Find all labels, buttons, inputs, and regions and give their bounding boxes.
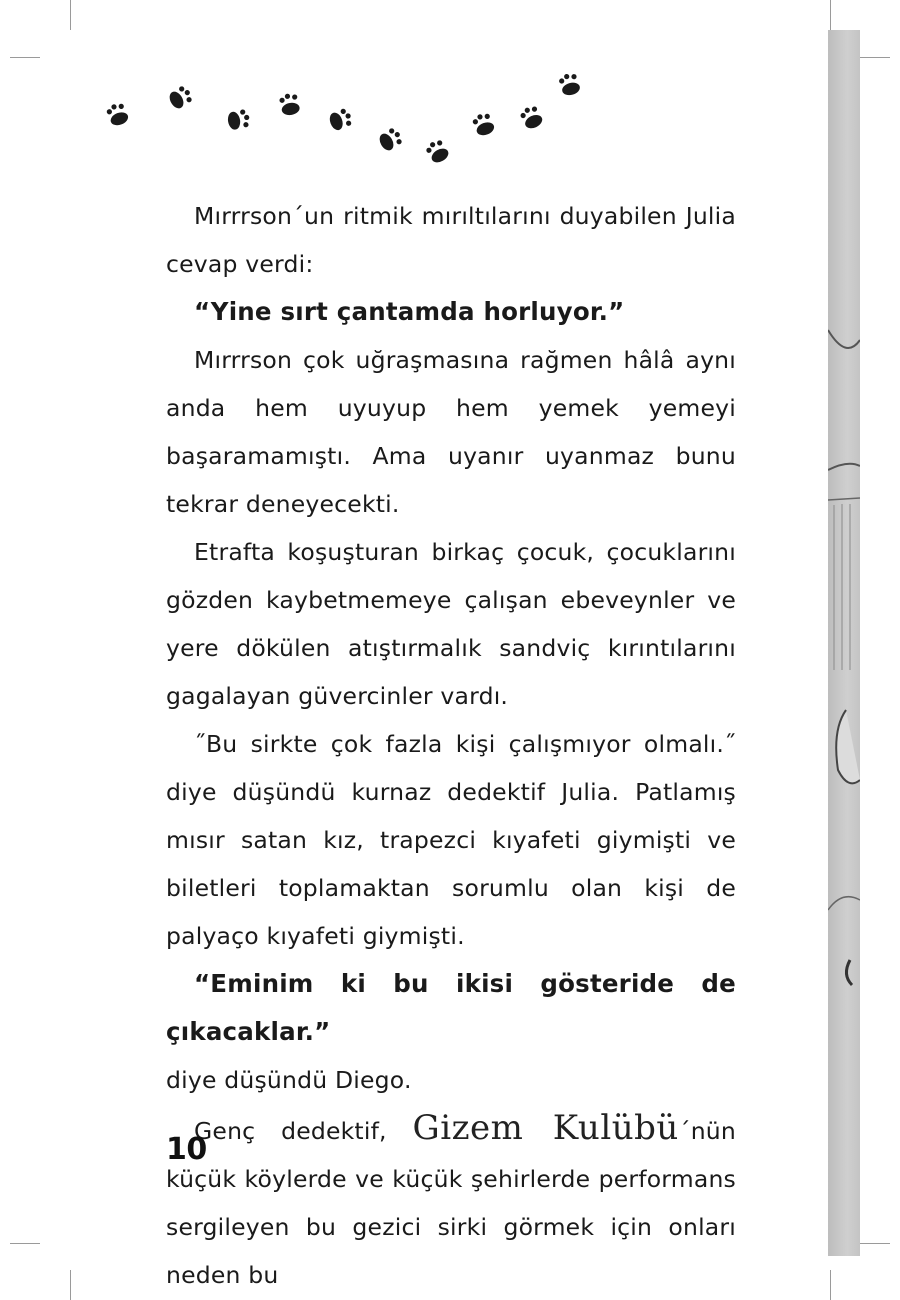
paragraph: Mırrrson çok uğraşmasına rağmen hâlâ aynı anda hem uyuyup hem yemek yemeyi başaramamıştı. Ama uyanır uyanmaz bunu tekrar deneyecekti.: [166, 346, 736, 518]
paw-print-icon: [327, 107, 354, 132]
paragraph: Mırrrson´un ritmik mırıltılarını duyabilen Julia cevap verdi:: [166, 202, 736, 278]
paw-print-icon: [424, 137, 451, 165]
dialogue-line: “Yine sırt çantamda horluyor.”: [194, 297, 625, 326]
paw-print-icon: [471, 111, 496, 138]
crop-mark: [70, 1270, 71, 1300]
crop-mark: [10, 57, 40, 58]
paragraph: ˝Bu sirkte çok fazla kişi çalışmıyor olmalı.˝ diye düşündü kurnaz dedektif Julia. Patlamış mısır satan kız, trapezci kıyafeti giymişti ve biletleri toplamaktan sorumlu olan kişi de palyaço kıyafeti giymişti.: [166, 730, 736, 950]
paw-print-icon: [279, 92, 301, 117]
paw-print-icon: [167, 84, 195, 111]
paragraph-text: Genç dedektif,: [194, 1117, 413, 1145]
crop-mark: [860, 1243, 890, 1244]
paragraph: [166, 1104, 736, 1299]
club-name: Gizem Kulübü: [412, 1108, 679, 1148]
dialogue-line: “Eminim ki bu ikisi gösteride de çıkacaklar.”: [166, 969, 736, 1046]
paw-print-icon: [518, 104, 544, 131]
paw-trail: [90, 60, 610, 180]
paw-print-icon: [558, 71, 582, 97]
crop-mark: [860, 57, 890, 58]
paragraph: Etrafta koşuşturan birkaç çocuk, çocuklarını gözden kaybetmemeye çalışan ebeveynler ve yere dökülen atıştırmalık sandviç kırıntılarını gagalayan güvercinler vardı.: [166, 538, 736, 710]
paragraph-text: ´nün küçük köylerde ve küçük şehirlerde performans sergileyen bu gezici sirki görmek için onları neden bu: [166, 1117, 736, 1289]
paw-print-icon: [105, 101, 130, 128]
crop-mark: [830, 1270, 831, 1300]
paragraph: diye düşündü Diego.: [166, 1066, 412, 1094]
crop-mark: [10, 1243, 40, 1244]
crop-mark: [70, 0, 71, 30]
page-number: 10: [166, 1132, 207, 1167]
body-text: [166, 192, 736, 1299]
illustration-edge-strip: [828, 30, 860, 1256]
crop-mark: [830, 0, 831, 30]
paw-print-icon: [226, 109, 251, 131]
paw-print-icon: [377, 126, 405, 153]
